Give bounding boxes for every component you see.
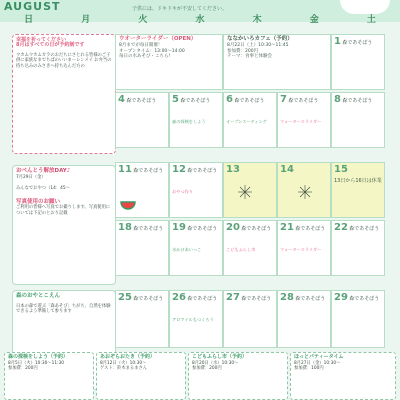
day-event: ウォータースライダー <box>280 119 322 124</box>
day-tag: 森であそぼう <box>241 296 272 302</box>
event-card-cafe[interactable] <box>223 34 331 90</box>
calendar-day-6[interactable] <box>223 92 277 148</box>
weekday-mon: 月 <box>81 15 91 25</box>
day-tag: 森であそぼう <box>342 98 373 104</box>
bento-line2: みんなでおやつ（14：45～ <box>16 186 70 192</box>
day-tag: 森であそぼう <box>295 296 326 302</box>
day-number: 12 <box>172 164 186 175</box>
forest-body: 日本の森で遊ぶ「森あそび」ちがち、自然を体験できるよう準備して参ります <box>16 303 111 315</box>
day-number: 25 <box>118 292 132 303</box>
photo-body: ご利用の皆様へ写真でお撮りします。写真使用については下記のとおり記載 <box>16 205 111 216</box>
day-event: 水かけあいっこ <box>172 247 202 252</box>
day-event: おやつ作り <box>172 189 193 194</box>
day-tag: 森であそぼう <box>133 226 164 232</box>
bottom-event-date: 8月27日（金）10:30～ <box>294 360 341 366</box>
notice-panel <box>12 34 116 154</box>
day-number: 11 <box>118 164 132 175</box>
day-tag: 森であそぼう <box>187 168 218 174</box>
bottom-event-date: 8月12日（火）10:30～ <box>100 360 147 366</box>
day-number: 6 <box>226 94 233 105</box>
notice-title: 幸福を祈ってください <box>16 37 67 43</box>
day-tag: 森であそぼう <box>295 226 326 232</box>
firework-icon <box>298 185 312 199</box>
day-tag: 森であそぼう <box>133 168 164 174</box>
bottom-event-title: ほっとパティータイム <box>294 354 344 360</box>
bento-panel <box>12 165 116 285</box>
bottom-event-title: こどもふらし市（予約） <box>192 354 248 360</box>
day-event: アロマイルもつくろう <box>172 317 214 322</box>
month-label: AUGUST <box>4 0 61 13</box>
calendar-day-20[interactable] <box>223 220 277 276</box>
calendar-day-19[interactable] <box>169 220 223 276</box>
calendar-day-7[interactable] <box>277 92 331 148</box>
calendar-day-14[interactable] <box>277 162 331 218</box>
day-number: 1 <box>334 36 341 47</box>
day-number: 21 <box>280 222 294 233</box>
day-event: こどもふらし市 <box>226 247 256 252</box>
forest-title: 森のおやとこえん <box>16 293 61 299</box>
weekday-sat: 土 <box>366 15 376 25</box>
calendar-day-12[interactable] <box>169 162 223 218</box>
calendar-day-4[interactable] <box>115 92 169 148</box>
day-tag: 森であそぼう <box>349 226 380 232</box>
day-number: 18 <box>118 222 132 233</box>
event-cafe-line1: 8月22日（土）10:30～11:45 <box>227 42 289 48</box>
bottom-event-date: 8月5日（火）10:30～11:30 <box>8 360 65 366</box>
calendar-day-25[interactable] <box>115 290 169 348</box>
day-number: 28 <box>280 292 294 303</box>
header-subtitle: 子供には、ドキドキが不安してください。 <box>132 6 228 12</box>
bottom-event-3[interactable] <box>188 352 288 400</box>
day-tag: 森であそぼう <box>187 226 218 232</box>
calendar-day-5[interactable] <box>169 92 223 148</box>
calendar-day-15[interactable] <box>331 162 385 218</box>
weekday-tue: 火 <box>138 15 148 25</box>
event-water-body: 毎日の水あそび・こちら! <box>119 54 171 60</box>
day-tag: 森であそぼう <box>126 98 157 104</box>
day-tag: 森であそぼう <box>180 98 211 104</box>
calendar-day-21[interactable] <box>277 220 331 276</box>
event-water-line2: オープンタイム：13:00～14:00 <box>119 48 185 54</box>
day-number: 8 <box>334 94 341 105</box>
day-tag: 森であそぼう <box>187 296 218 302</box>
event-cafe-line2: 参加費：200円 <box>227 48 259 54</box>
bottom-event-title: あおぞらおたき（予約） <box>100 354 156 360</box>
day-number: 29 <box>334 292 348 303</box>
firework-icon <box>238 185 252 199</box>
day-event: 森の探検をしよう <box>172 119 206 124</box>
calendar-day-8[interactable] <box>331 92 385 148</box>
day-number: 5 <box>172 94 179 105</box>
bottom-event-4[interactable] <box>290 352 396 400</box>
notice-body: ウカムウカムカラのおだちにさとれる皆様のご子供に家族なまでちばのいいまーレンメイ お弁当の持ち込みのみさきへ持ち込んだ方の <box>16 52 112 69</box>
notice-subtitle: 8月はすべての日が予約制です <box>16 42 85 49</box>
calendar-day-29[interactable] <box>331 290 385 348</box>
day-number: 13 <box>226 164 240 175</box>
bottom-event-fee: 参加費：200円 <box>8 366 38 372</box>
day-tag: 森であそぼう <box>288 98 319 104</box>
event-water-title: ウオーターライダー（OPEN） <box>119 36 197 42</box>
bottom-event-fee: ゲスト：鈴木まるまさん <box>100 366 148 372</box>
day-tag: 森であそぼう <box>234 98 265 104</box>
calendar-day-18[interactable] <box>115 220 169 276</box>
event-cafe-title: ななかいろカフェ（予約） <box>227 36 293 42</box>
day-number: 4 <box>118 94 125 105</box>
event-card-water[interactable] <box>115 34 223 90</box>
bento-line1: 7月29日（金） <box>16 174 46 180</box>
bottom-event-1[interactable] <box>4 352 94 400</box>
weekday-sun: 日 <box>24 15 34 25</box>
weekday-wed: 水 <box>195 15 205 25</box>
calendar-day-1[interactable] <box>331 34 385 90</box>
day-tag: 森であそぼう <box>349 296 380 302</box>
weekday-thu: 木 <box>252 15 262 25</box>
day-tag: 13日から16日は休業 <box>334 178 382 184</box>
calendar-day-28[interactable] <box>277 290 331 348</box>
event-water-line1: 8月までが毎日開催！ <box>119 42 163 48</box>
bottom-event-fee: 参加費：200円 <box>192 366 222 372</box>
bento-title: おべんとう解放DAY♪ <box>16 168 71 174</box>
day-number: 27 <box>226 292 240 303</box>
calendar-day-22[interactable] <box>331 220 385 276</box>
calendar-day-27[interactable] <box>223 290 277 348</box>
bottom-event-title: 森の探検をしよう（予約） <box>8 354 69 360</box>
event-cafe-body: テーマ：食事と体験会 <box>227 54 272 60</box>
day-event: オープンスーディング <box>226 119 267 124</box>
calendar-day-11[interactable] <box>115 162 169 218</box>
bottom-event-2[interactable] <box>96 352 186 400</box>
day-tag: 森であそぼう <box>133 296 164 302</box>
day-number: 14 <box>280 164 294 175</box>
day-number: 7 <box>280 94 287 105</box>
weekday-fri: 金 <box>309 15 319 25</box>
calendar-day-26[interactable] <box>169 290 223 348</box>
day-number: 26 <box>172 292 186 303</box>
day-number: 22 <box>334 222 348 233</box>
day-tag: 森であそぼう <box>342 40 373 46</box>
calendar-day-13[interactable] <box>223 162 277 218</box>
bottom-event-date: 8月20日（水）10:30～ <box>192 360 239 366</box>
watermelon-icon <box>120 201 136 211</box>
bottom-event-fee: 参加費：100円 <box>294 366 324 372</box>
day-number: 19 <box>172 222 186 233</box>
weekday-header <box>0 12 400 30</box>
day-number: 15 <box>334 164 348 175</box>
photo-title: 写真使用のお願い <box>16 198 61 205</box>
day-tag: 森であそぼう <box>241 226 272 232</box>
day-number: 20 <box>226 222 240 233</box>
day-event: ウォータースライダー <box>280 247 322 252</box>
